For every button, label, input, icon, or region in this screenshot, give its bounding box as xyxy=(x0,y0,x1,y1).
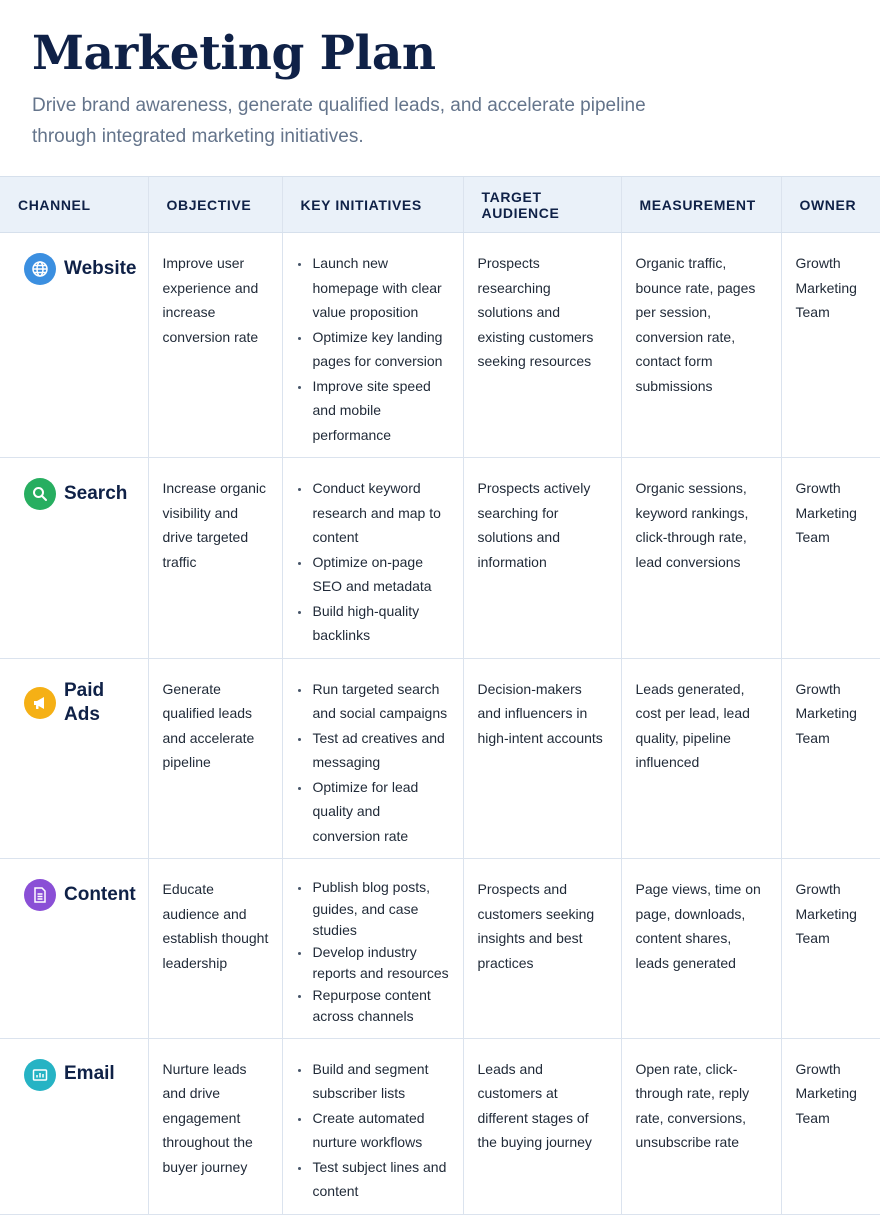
channel-cell xyxy=(0,658,148,859)
header-objective: OBJECTIVE xyxy=(148,177,282,233)
audience-cell: Prospects actively searching for solutions and information xyxy=(463,458,621,659)
table-row xyxy=(0,233,880,458)
globe-icon xyxy=(24,253,56,285)
objective-cell: Increase organic visibility and drive targeted traffic xyxy=(148,458,282,659)
table-header-row xyxy=(0,177,880,233)
initiative-item: • Create automated nurture workflows xyxy=(311,1106,451,1155)
header-owner: OWNER xyxy=(781,177,880,233)
audience-cell: Prospects and customers seeking insights and best practices xyxy=(463,859,621,1039)
initiative-item: • Optimize on-page SEO and metadata xyxy=(311,550,451,599)
initiative-item: • Optimize key landing pages for conversion xyxy=(311,325,451,374)
measurement-cell: Page views, time on page, downloads, content shares, leads generated xyxy=(621,859,781,1039)
header-key-initiatives: KEY INITIATIVES xyxy=(282,177,463,233)
channel-cell xyxy=(0,1038,148,1214)
channel-cell xyxy=(0,458,148,659)
table-row xyxy=(0,859,880,1039)
objective-cell: Educate audience and establish thought leadership xyxy=(148,859,282,1039)
measurement-cell: Open rate, click-through rate, reply rate, conversions, unsubscribe rate xyxy=(621,1038,781,1214)
initiatives-cell xyxy=(282,233,463,458)
measurement-cell: Organic traffic, bounce rate, pages per session, conversion rate, contact form submissions xyxy=(621,233,781,458)
audience-cell: Prospects researching solutions and existing customers seeking resources xyxy=(463,233,621,458)
table-row xyxy=(0,1038,880,1214)
channel-name: Website xyxy=(64,257,137,279)
audience-cell: Leads and customers at different stages of the buying journey xyxy=(463,1038,621,1214)
channel-name: Paid Ads xyxy=(64,679,105,725)
initiatives-cell xyxy=(282,1038,463,1214)
initiative-item: • Conduct keyword research and map to content xyxy=(311,476,451,550)
initiative-item: • Repurpose content across channels xyxy=(311,985,451,1028)
marketing-plan-table xyxy=(0,176,880,1215)
initiative-item: • Test subject lines and content xyxy=(311,1155,451,1204)
objective-cell: Generate qualified leads and accelerate pipeline xyxy=(148,658,282,859)
header-measurement: MEASUREMENT xyxy=(621,177,781,233)
objective-cell: Nurture leads and drive engagement throughout the buyer journey xyxy=(148,1038,282,1214)
channel-cell xyxy=(0,859,148,1039)
initiative-item: • Improve site speed and mobile performance xyxy=(311,374,451,448)
audience-cell: Decision-makers and influencers in high-intent accounts xyxy=(463,658,621,859)
objective-cell: Improve user experience and increase conversion rate xyxy=(148,233,282,458)
email-chart-icon xyxy=(24,1059,56,1091)
initiative-item: • Launch new homepage with clear value proposition xyxy=(311,251,451,325)
initiatives-cell xyxy=(282,859,463,1039)
page-subtitle: Drive brand awareness, generate qualified leads, and accelerate pipeline through integrated marketing initiatives. xyxy=(32,95,646,148)
document-icon xyxy=(24,879,56,911)
channel-cell xyxy=(0,233,148,458)
initiative-item: • Run targeted search and social campaigns xyxy=(311,677,451,726)
page-header xyxy=(0,0,880,150)
owner-cell: Growth Marketing Team xyxy=(781,658,880,859)
owner-cell: Growth Marketing Team xyxy=(781,1038,880,1214)
owner-cell: Growth Marketing Team xyxy=(781,859,880,1039)
table-row xyxy=(0,658,880,859)
page-title: Marketing Plan xyxy=(32,26,436,81)
initiative-item: • Optimize for lead quality and conversion rate xyxy=(311,775,451,849)
measurement-cell: Organic sessions, keyword rankings, click-through rate, lead conversions xyxy=(621,458,781,659)
measurement-cell: Leads generated, cost per lead, lead quality, pipeline influenced xyxy=(621,658,781,859)
channel-name: Email xyxy=(64,1063,115,1085)
owner-cell: Growth Marketing Team xyxy=(781,458,880,659)
initiatives-cell xyxy=(282,458,463,659)
initiatives-cell xyxy=(282,658,463,859)
search-icon xyxy=(24,478,56,510)
initiative-item: • Build high-quality backlinks xyxy=(311,599,451,648)
header-channel: CHANNEL xyxy=(0,177,148,233)
initiative-item: • Develop industry reports and resources xyxy=(311,942,451,985)
header-target-audience: TARGET AUDIENCE xyxy=(463,177,621,233)
megaphone-icon xyxy=(24,687,56,719)
owner-cell: Growth Marketing Team xyxy=(781,233,880,458)
initiative-item: • Test ad creatives and messaging xyxy=(311,726,451,775)
channel-name: Search xyxy=(64,482,128,504)
initiative-item: • Build and segment subscriber lists xyxy=(311,1057,451,1106)
table-row xyxy=(0,458,880,659)
initiative-item: • Publish blog posts, guides, and case studies xyxy=(311,877,451,942)
channel-name: Content xyxy=(64,883,136,905)
